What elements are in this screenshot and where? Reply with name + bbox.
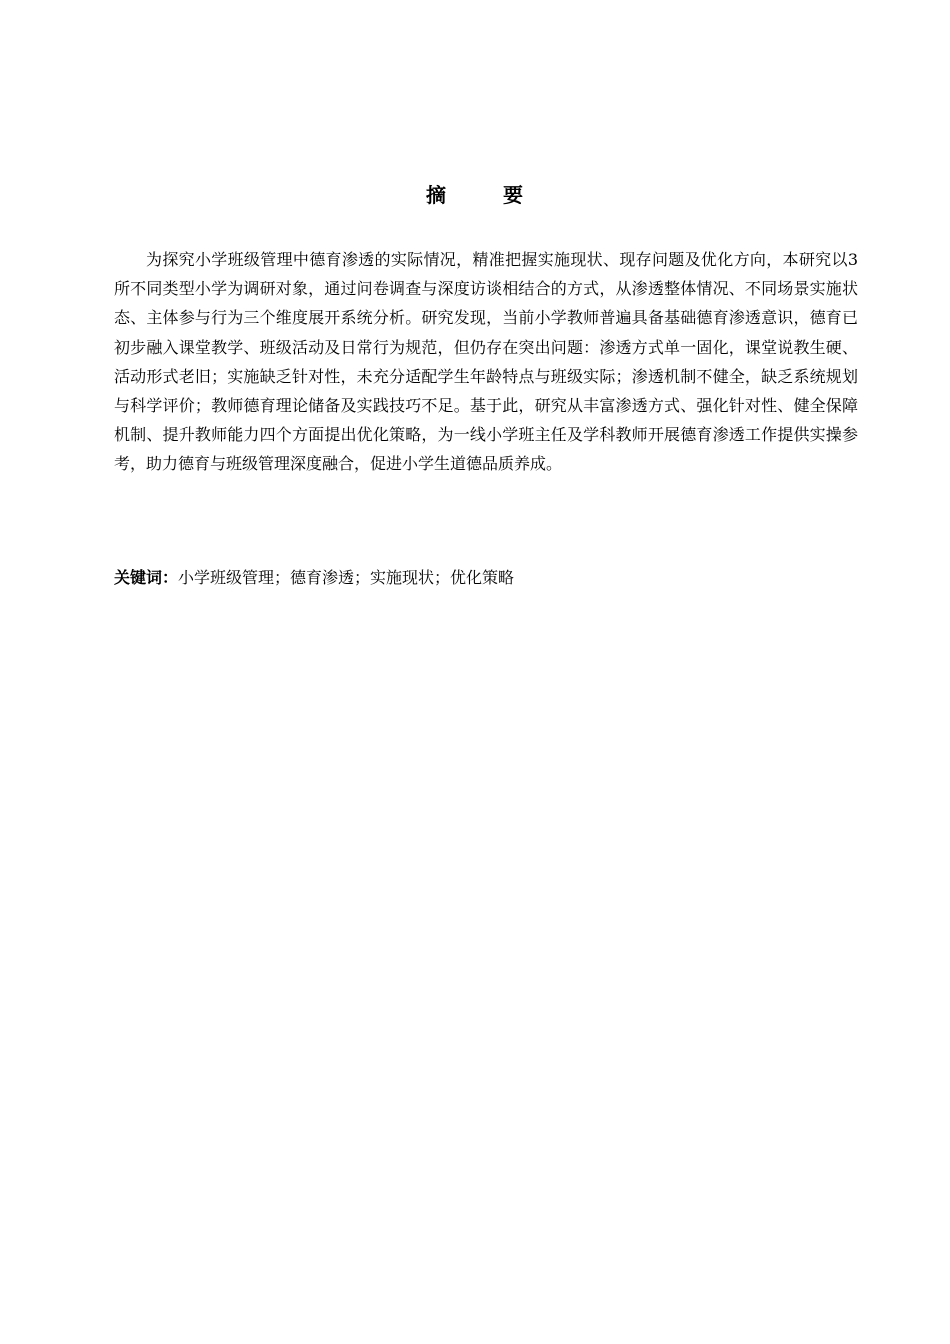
abstract-title-char-2: 要 <box>503 183 524 207</box>
keywords-text: 小学班级管理；德育渗透；实施现状；优化策略 <box>178 568 515 587</box>
keywords-label: 关键词： <box>114 568 179 587</box>
abstract-title <box>0 180 950 210</box>
abstract-paragraph: 为探究小学班级管理中德育渗透的实际情况，精准把握实施现状、现存问题及优化方向，本研究以3所不同类型小学为调研对象，通过问卷调查与深度访谈相结合的方式，从渗透整体情况、不同场景实施状态、主体参与行为三个维度展开系统分析。研究发现，当前小学教师普遍具备基础德育渗透意识，德育已初步融入课堂教学、班级活动及日常行为规范，但仍存在突出问题：渗透方式单一固化，课堂说教生硬、活动形式老旧；实施缺乏针对性，未充分适配学生年龄特点与班级实际；渗透机制不健全，缺乏系统规划与科学评价；教师德育理论储备及实践技巧不足。基于此，研究从丰富渗透方式、强化针对性、健全保障机制、提升教师能力四个方面提出优化策略，为一线小学班主任及学科教师开展德育渗透工作提供实操参考，助力德育与班级管理深度融合，促进小学生道德品质养成。 <box>114 250 858 474</box>
keywords-line <box>114 565 858 591</box>
abstract-title-char-1: 摘 <box>426 183 447 207</box>
